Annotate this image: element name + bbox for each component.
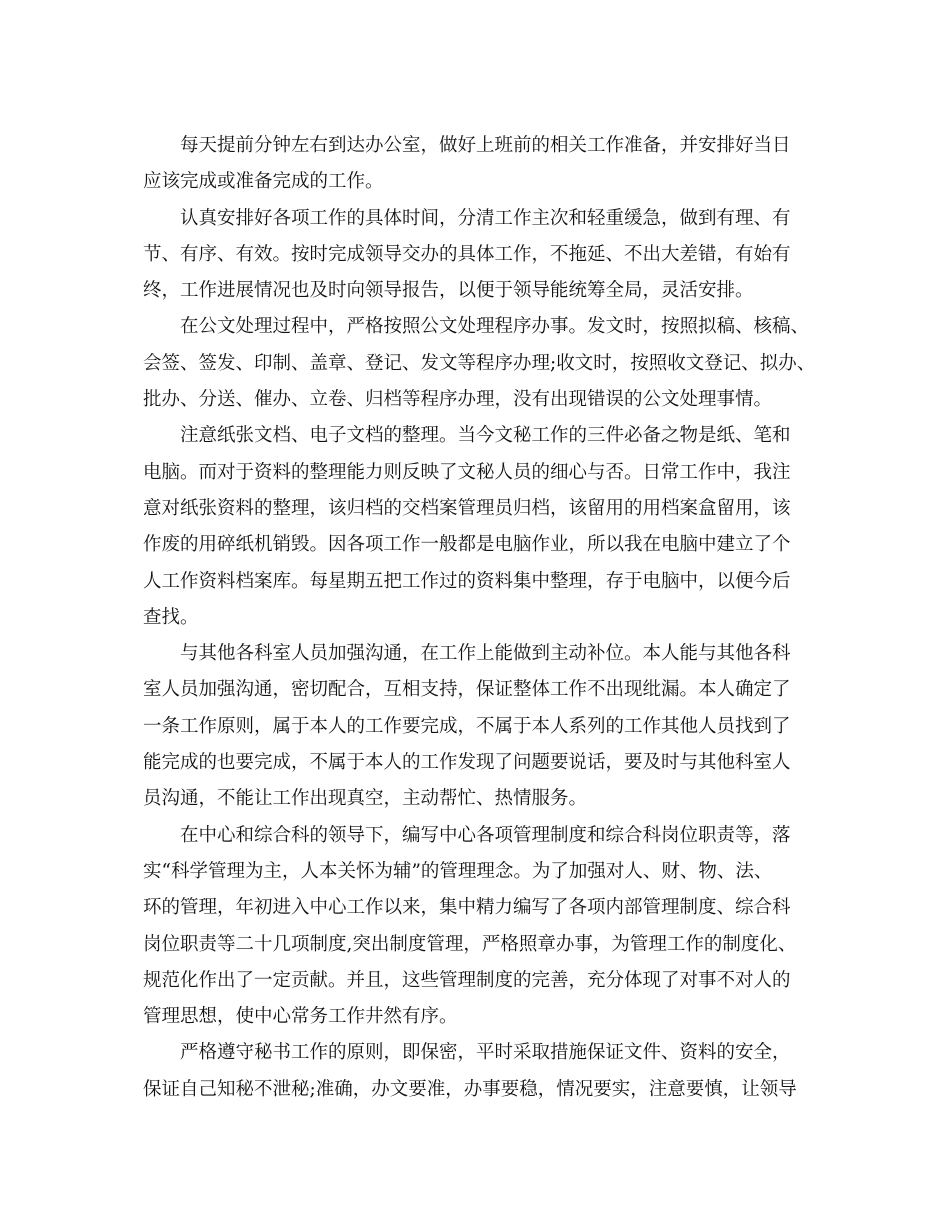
- text-line: 环的管理，年初进入中心工作以来，集中精力编写了各项内部管理制度、综合科: [143, 897, 791, 919]
- text-line: 实“科学管理为主，人本关怀为辅”的管理理念。为了加强对人、财、物、法、: [143, 860, 773, 882]
- text-line: 员沟通，不能让工作出现真空，主动帮忙、热情服务。: [143, 788, 588, 810]
- text-line: 节、有序、有效。按时完成领导交办的具体工作，不拖延、不出大差错，有始有: [143, 243, 791, 265]
- text-line: 终，工作进展情况也及时向领导报告，以便于领导能统筹全局，灵活安排。: [143, 280, 754, 302]
- text-line: 规范化作出了一定贡献。并且，这些管理制度的完善，充分体现了对事不对人的: [143, 969, 791, 991]
- text-line: 每天提前分钟左右到达办公室，做好上班前的相关工作准备，并安排好当日: [180, 135, 791, 156]
- text-line: 管理思想，使中心常务工作井然有序。: [143, 1006, 458, 1028]
- text-line: 与其他各科室人员加强沟通，在工作上能做到主动补位。本人能与其他各科: [180, 643, 791, 665]
- text-line: 应该完成或准备完成的工作。: [143, 171, 384, 193]
- text-line: 严格遵守秘书工作的原则，即保密，平时采取措施保证文件、资料的安全，: [180, 1042, 791, 1064]
- paragraph: [143, 1035, 813, 1108]
- text-line: 人工作资料档案库。每星期五把工作过的资料集中整理，存于电脑中，以便今后: [143, 570, 791, 592]
- paragraph: [143, 309, 816, 418]
- text-line: 批办、分送、催办、立卷、归档等程序办理，没有出现错误的公文处理事情。: [143, 389, 773, 411]
- text-line: 室人员加强沟通，密切配合，互相支持，保证整体工作不出现纰漏。本人确定了: [143, 679, 791, 701]
- document-page: [143, 128, 816, 1108]
- text-line: 注意纸张文档、电子文档的整理。当今文秘工作的三件必备之物是纸、笔和: [180, 425, 791, 447]
- text-line: 认真安排好各项工作的具体时间，分清工作主次和轻重缓急，做到有理、有: [180, 207, 791, 229]
- text-line: 岗位职责等二十几项制度,突出制度管理，严格照章办事，为管理工作的制度化、: [143, 933, 797, 955]
- text-line: 保证自己知秘不泄秘;准确，办文要准，办事要稳，情况要实，注意要慎，让领导: [143, 1078, 797, 1100]
- text-line: 会签、签发、印制、盖章、登记、发文等程序办理;收文时，按照收文登记、拟办、: [143, 352, 816, 374]
- text-line: 查找。: [143, 606, 199, 628]
- text-line: 能完成的也要完成，不属于本人的工作发现了问题要说话，要及时与其他科室人: [143, 752, 791, 774]
- paragraph: [143, 636, 813, 817]
- paragraph: [143, 818, 813, 1036]
- text-line: 作废的用碎纸机销毁。因各项工作一般都是电脑作业，所以我在电脑中建立了个: [143, 534, 791, 556]
- paragraph: [143, 418, 813, 636]
- paragraph: [143, 201, 813, 310]
- paragraph: [143, 128, 813, 201]
- text-line: 意对纸张资料的整理，该归档的交档案管理员归档，该留用的用档案盒留用，该: [143, 497, 791, 519]
- text-line: 一条工作原则，属于本人的工作要完成，不属于本人系列的工作其他人员找到了: [143, 715, 791, 737]
- text-line: 电脑。而对于资料的整理能力则反映了文秘人员的细心与否。日常工作中，我注: [143, 461, 791, 483]
- text-line: 在公文处理过程中，严格按照公文处理程序办事。发文时，按照拟稿、核稿、: [180, 316, 810, 338]
- text-line: 在中心和综合科的领导下，编写中心各项管理制度和综合科岗位职责等，落: [180, 824, 791, 846]
